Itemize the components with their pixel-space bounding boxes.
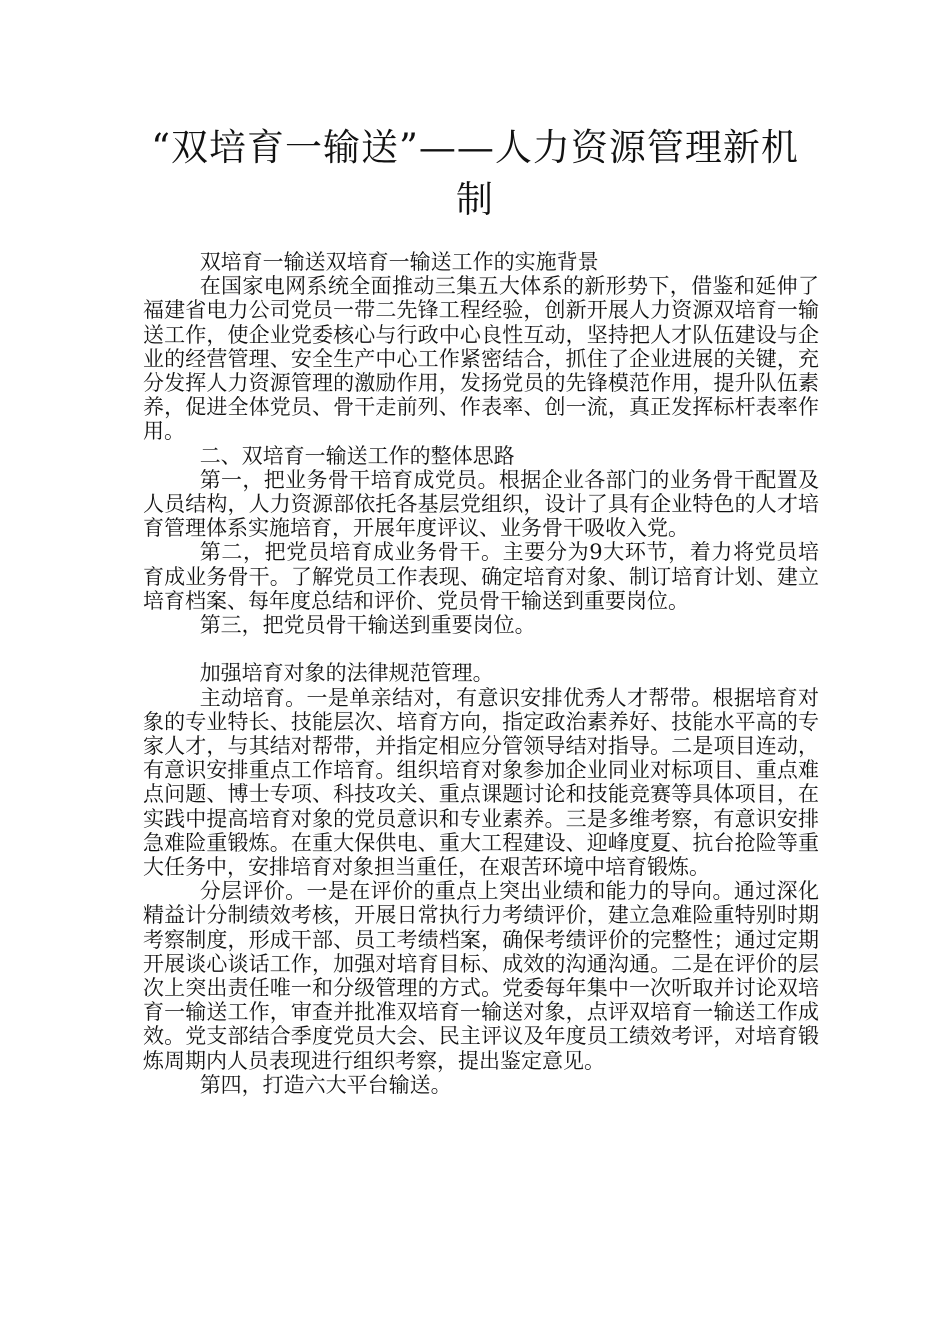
paragraph-legal-management: 加强培育对象的法律规范管理。 bbox=[199, 661, 494, 686]
paragraph-background: 在国家电网系统全面推动三集五大体系的新形势下，借鉴和延伸了福建省电力公司党员一带二先锋工程经验，创新开展人力资源双培育一输送工作，使企业党委核心与行政中心良性互动，坚持把人才队伍建设与企业的经营管理、安全生产中心工作紧密结合，抓住了企业进展的关键，充分发挥人力资源管理的激励作用，发扬党员的先锋模范作用，提升队伍素养，促进全体党员、骨干走前列、作表率、创一流，真正发挥标杆表率作用。 bbox=[143, 274, 819, 444]
section-heading-overall-approach: 二、双培育一输送工作的整体思路 bbox=[199, 443, 515, 468]
paragraph-third-point: 第三，把党员骨干输送到重要岗位。 bbox=[199, 613, 536, 638]
document-title: “双培育一输送”——人力资源管理新机制 bbox=[151, 126, 799, 221]
paragraph-fourth-point: 第四，打造六大平台输送。 bbox=[199, 1072, 452, 1097]
blank-line bbox=[143, 637, 819, 661]
paragraph-tiered-evaluation: 分层评价。一是在评价的重点上突出业绩和能力的导向。通过深化精益计分制绩效考核，开展日常执行力考绩评价，建立急难险重特别时期考察制度，形成干部、员工考绩档案，确保考绩评价的完整性；通过定期开展谈心谈话工作，加强对培育目标、成效的沟通沟通。二是在评价的层次上突出责任唯一和分级管理的方式。党委每年集中一次听取并讨论双培育一输送工作，审查并批准双培育一输送对象，点评双培育一输送工作成效。党支部结合季度党员大会、民主评议及年度员工绩效考评，对培育锻炼周期内人员表现进行组织考察，提出鉴定意见。 bbox=[143, 879, 819, 1073]
paragraph-first-point: 第一，把业务骨干培育成党员。根据企业各部门的业务骨干配置及人员结构，人力资源部依托各基层党组织，设计了具有企业特色的人才培育管理体系实施培育，开展年度评议、业务骨干吸收入党。 bbox=[143, 467, 819, 541]
paragraph-active-training: 主动培育。一是单亲结对，有意识安排优秀人才帮带。根据培育对象的专业特长、技能层次、培育方向，指定政治素养好、技能水平高的专家人才，与其结对帮带，并指定相应分管领导结对指导。二是项目连动，有意识安排重点工作培育。组织培育对象参加企业同业对标项目、重点难点问题、博士专项、科技攻关、重点课题讨论和技能竞赛等具体项目，在实践中提高培育对象的党员意识和专业素养。三是多维考察，有意识安排急难险重锻炼。在重大保供电、重大工程建设、迎峰度夏、抗台抢险等重大任务中，安排培育对象担当重任，在艰苦环境中培育锻炼。 bbox=[143, 685, 819, 880]
document-body bbox=[143, 250, 819, 1097]
paragraph-second-point: 第二，把党员培育成业务骨干。主要分为9大环节，着力将党员培育成业务骨干。了解党员工作表现、确定培育对象、制订培育计划、建立培育档案、每年度总结和评价、党员骨干输送到重要岗位。 bbox=[143, 540, 819, 613]
section-heading-background: 双培育一输送双培育一输送工作的实施背景 bbox=[199, 250, 599, 274]
